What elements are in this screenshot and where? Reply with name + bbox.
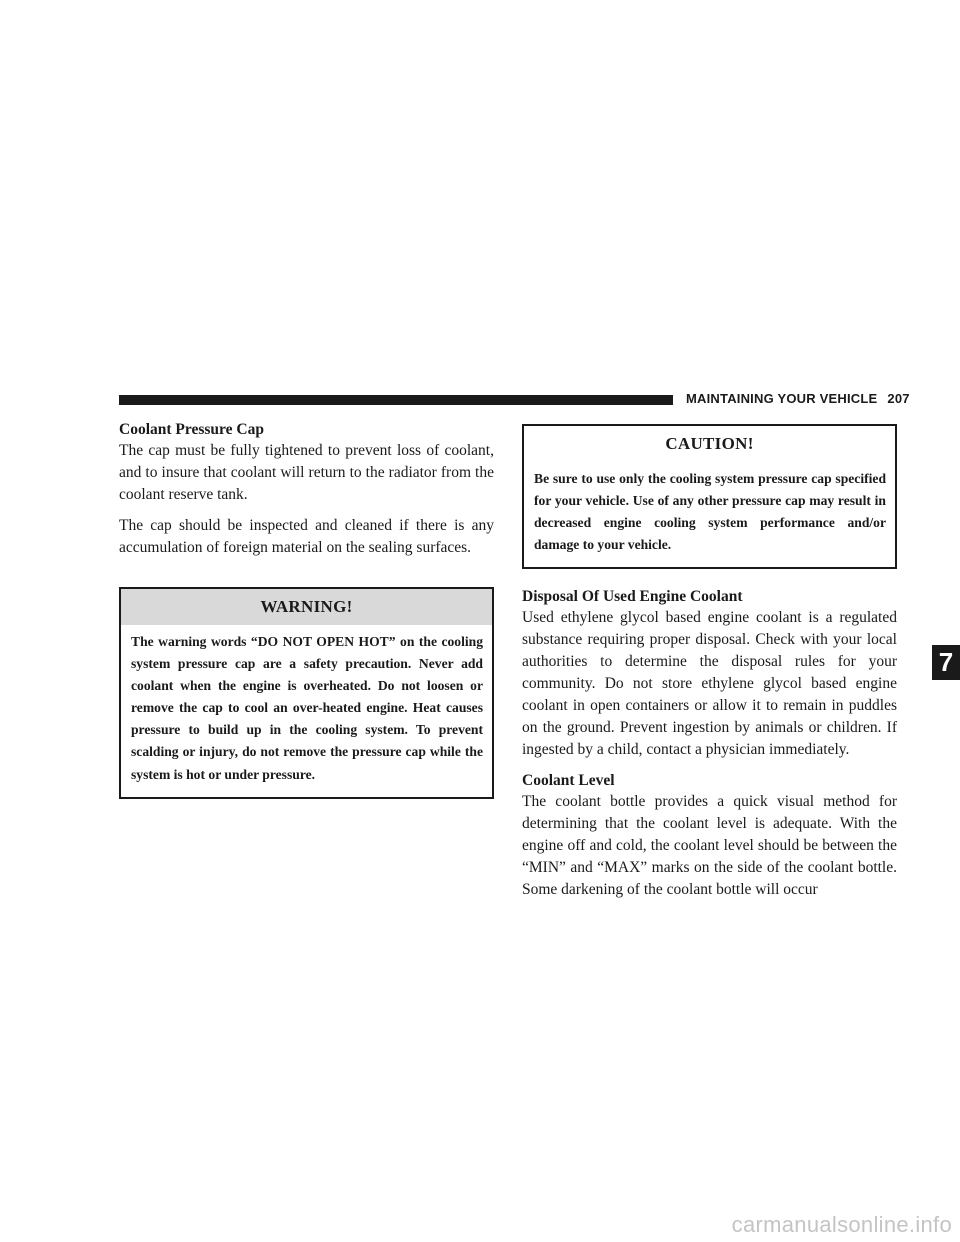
coolant-pressure-cap-heading: Coolant Pressure Cap: [119, 421, 264, 438]
coolant-level-paragraph: The coolant bottle provides a quick visual method for determining that the coolant level is adequate. With the engine off and cold, the coolant level should be between the “MIN” and “MAX” marks on the side of the coolant bottle. Some darkening of the coolant bottle will occur: [522, 793, 897, 899]
pressure-cap-paragraph-2: The cap should be inspected and cleaned if there is any accumulation of foreign material on the sealing surfaces.: [119, 517, 494, 556]
left-column: [119, 420, 494, 799]
caution-box: [522, 424, 897, 569]
caution-title: CAUTION!: [665, 434, 754, 453]
header-rule: [119, 395, 673, 405]
warning-title: WARNING!: [121, 589, 492, 625]
watermark-url[interactable]: carmanualsonline.info: [731, 1212, 952, 1237]
caution-body: Be sure to use only the cooling system pressure cap specified for your vehicle. Use of any other pressure cap may result in decreased engine cooling system performance and/or damage to your vehicle.: [534, 471, 886, 553]
warning-body: The warning words “DO NOT OPEN HOT” on the cooling system pressure cap are a safety precaution. Never add coolant when the engine is overheated. Do not loosen or remove the cap to cool an over-heated engine. Heat causes pressure to build up in the cooling system. To prevent scalding or injury, do not remove the pressure cap while the system is hot or under pressure.: [131, 634, 483, 782]
warning-box: [119, 587, 494, 799]
running-header: [686, 391, 910, 406]
right-column: [522, 424, 897, 901]
coolant-level-heading: Coolant Level: [522, 772, 615, 790]
section-title: MAINTAINING YOUR VEHICLE: [686, 391, 878, 406]
pressure-cap-paragraph-1: The cap must be fully tightened to prevent loss of coolant, and to insure that coolant will return to the radiator from the coolant reserve tank.: [119, 442, 494, 503]
chapter-tab: 7: [932, 645, 960, 680]
disposal-paragraph: Used ethylene glycol based engine coolant is a regulated substance requiring proper disposal. Check with your local authorities to determine the disposal rules for your community. Do not store ethylene glycol based engine coolant in open containers or allow it to remain in puddles on the ground. Prevent ingestion by animals or children. If ingested by a child, contact a physician immediately.: [522, 609, 897, 759]
disposal-heading: Disposal Of Used Engine Coolant: [522, 588, 743, 606]
page-number: 207: [887, 391, 910, 406]
